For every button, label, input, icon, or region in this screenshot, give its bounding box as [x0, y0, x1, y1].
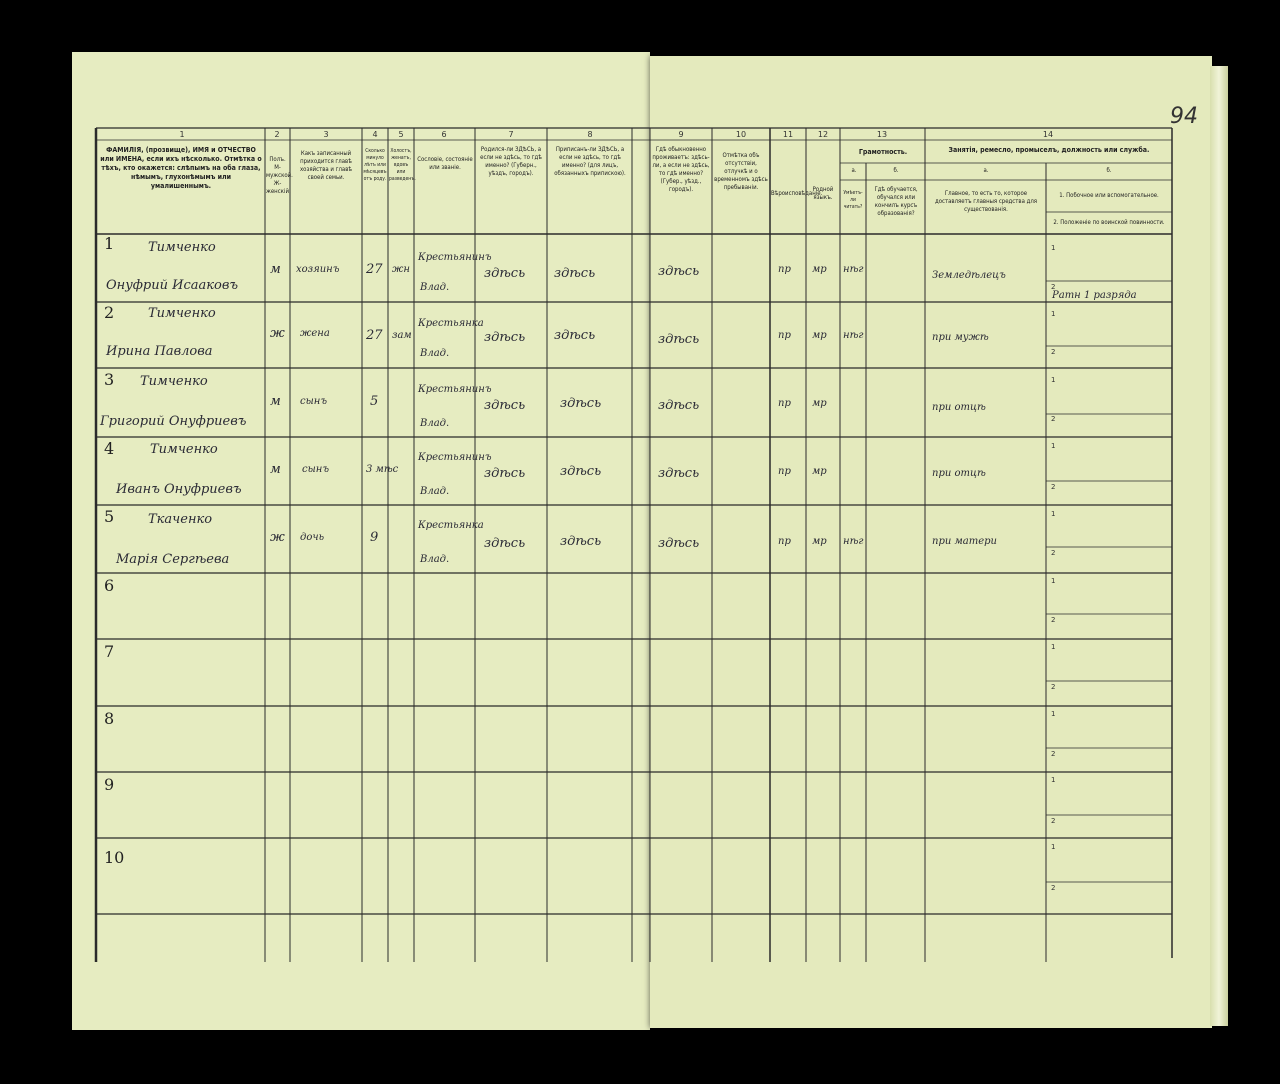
entry-birthplace: здѣсь — [484, 266, 526, 281]
entry-estate: Крестьянка — [418, 520, 484, 531]
entry-sex: м — [270, 262, 281, 277]
col-number-14: 14 — [1042, 130, 1054, 139]
entry-given-names: Ирина Павлова — [106, 344, 213, 359]
entry-birthplace: здѣсь — [484, 330, 526, 345]
sub-number: 2 — [1051, 483, 1056, 491]
header-literacy-b-label: б. — [893, 167, 899, 174]
sub-number: 2 — [1051, 750, 1056, 758]
entry-registration: здѣсь — [560, 396, 602, 411]
sub-number: 2 — [1051, 348, 1056, 356]
sub-number: 1 — [1051, 577, 1056, 585]
header-literacy-a-label: а. — [851, 167, 857, 174]
header-absence: Отмѣтка объ отсутствіи, отлучкѣ и о временномъ здѣсь пребываніи. — [714, 152, 768, 191]
sub-number: 2 — [1051, 283, 1056, 291]
sub-number: 1 — [1051, 510, 1056, 518]
entry-given-names: Марія Сергѣева — [116, 552, 230, 567]
entry-sex: м — [270, 462, 281, 477]
col-number-12: 12 — [817, 130, 829, 139]
entry-surname: Тимченко — [140, 374, 208, 389]
entry-registration: здѣсь — [560, 464, 602, 479]
entry-surname: Тимченко — [150, 442, 218, 457]
entry-estate-place: Влад. — [420, 554, 450, 565]
entry-occupation: при мужѣ — [932, 332, 989, 343]
entry-age: 27 — [366, 262, 383, 277]
header-sex: Полъ. М-мужской. Ж-женскій. — [266, 156, 293, 195]
entry-marital: зам — [392, 330, 412, 341]
entry-literate: нѣг — [843, 536, 864, 547]
entry-language: мр — [812, 264, 827, 275]
row-number-2: 2 — [104, 303, 115, 322]
row-number-4: 4 — [104, 439, 115, 458]
page-number: 94 — [1170, 104, 1198, 129]
header-literacy: Грамотность. — [858, 148, 908, 156]
sub-number: 1 — [1051, 244, 1056, 252]
entry-language: мр — [812, 398, 827, 409]
entry-estate: Крестьянка — [418, 318, 484, 329]
sub-number: 1 — [1051, 310, 1056, 318]
entry-estate: Крестьянинъ — [418, 384, 492, 395]
row-number-3: 3 — [104, 370, 115, 389]
header-occupation-b-label: б. — [1106, 167, 1112, 174]
entry-language: мр — [812, 466, 827, 477]
entry-registration: здѣсь — [554, 266, 596, 281]
sub-number: 2 — [1051, 817, 1056, 825]
row-number-8: 8 — [104, 709, 115, 728]
entry-given-names: Григорий Онуфриевъ — [100, 414, 247, 429]
sub-number: 2 — [1051, 683, 1056, 691]
header-occupation: Занятія, ремесло, промыселъ, должность или служба. — [948, 146, 1150, 154]
header-name: ФАМИЛІЯ, (прозвище), ИМЯ и ОТЧЕСТВО или ИМЕНА, если ихъ нѣсколько. Отмѣтка о тѣхъ, кто окажется: слѣпымъ на оба глаза, нѣмымъ, глухонѣмымъ или умалишеннымъ. — [100, 146, 262, 190]
col-number-4: 4 — [372, 130, 378, 139]
row-number-6: 6 — [104, 576, 115, 595]
row-number-1: 1 — [104, 234, 115, 253]
sub-number: 1 — [1051, 376, 1056, 384]
sub-number: 2 — [1051, 549, 1056, 557]
entry-residence: здѣсь — [658, 536, 700, 551]
entry-estate-place: Влад. — [420, 282, 450, 293]
entry-surname: Тимченко — [148, 306, 216, 321]
entry-language: мр — [812, 536, 827, 547]
entry-age: 5 — [370, 394, 379, 409]
header-birthplace: Родился-ли ЗДѢСЬ, а если не здѣсь, то гдѣ именно? (Губерн., уѣздъ, городъ). — [480, 146, 542, 177]
entry-faith: пр — [778, 264, 791, 275]
entry-occupation: при отцѣ — [932, 402, 986, 413]
header-military-status: 2. Положеніе по воинской повинности. — [1053, 219, 1165, 226]
header-faith: Вѣроисповѣданіе. — [771, 190, 823, 197]
header-occupation-a-label: а. — [983, 167, 989, 174]
entry-relation: сынъ — [302, 464, 329, 475]
entry-military: Ратн 1 разряда — [1052, 290, 1137, 301]
entry-given-names: Иванъ Онуфриевъ — [116, 482, 242, 497]
sub-number: 1 — [1051, 710, 1056, 718]
header-side-occupation: 1. Побочное или вспомогательное. — [1059, 192, 1159, 199]
sub-number: 2 — [1051, 415, 1056, 423]
header-language: Родной языкъ. — [812, 186, 834, 201]
entry-surname: Ткаченко — [148, 512, 213, 527]
page-edge — [1210, 66, 1228, 1026]
sub-number: 2 — [1051, 616, 1056, 624]
entry-residence: здѣсь — [658, 466, 700, 481]
entry-registration: здѣсь — [560, 534, 602, 549]
entry-literate: нѣг — [843, 330, 864, 341]
entry-birthplace: здѣсь — [484, 536, 526, 551]
entry-faith: пр — [778, 330, 791, 341]
row-number-9: 9 — [104, 775, 115, 794]
sub-number: 1 — [1051, 643, 1056, 651]
col-number-6: 6 — [441, 130, 447, 139]
col-number-1: 1 — [179, 130, 185, 139]
entry-registration: здѣсь — [554, 328, 596, 343]
entry-occupation: при матери — [932, 536, 997, 547]
row-number-5: 5 — [104, 507, 115, 526]
col-number-9: 9 — [678, 130, 684, 139]
entry-residence: здѣсь — [658, 398, 700, 413]
col-number-7: 7 — [508, 130, 514, 139]
entry-literate: нѣг — [843, 264, 864, 275]
sub-number: 2 — [1051, 884, 1056, 892]
entry-sex: ж — [270, 530, 285, 545]
entry-faith: пр — [778, 466, 791, 477]
header-main-occupation: Главное, то есть то, которое доставляетъ главныя средства для существованія. — [934, 190, 1038, 213]
header-estate: Сословіе, состояніе или званіе. — [417, 156, 473, 171]
entry-estate-place: Влад. — [420, 486, 450, 497]
header-marital: Холостъ, женатъ, вдовъ или разведенъ. — [389, 148, 416, 182]
entry-marital: жн — [392, 264, 410, 275]
entry-age: 3 мѣс — [366, 464, 399, 475]
entry-birthplace: здѣсь — [484, 466, 526, 481]
col-number-8: 8 — [587, 130, 593, 139]
header-can-read: Умѣетъ-ли читать? — [843, 190, 863, 210]
col-number-13: 13 — [876, 130, 888, 139]
entry-language: мр — [812, 330, 827, 341]
entry-estate: Крестьянинъ — [418, 252, 492, 263]
col-number-2: 2 — [274, 130, 280, 139]
header-residence: Гдѣ обыкновенно проживаетъ: здѣсь-ли, а если не здѣсь, то гдѣ именно? (Губер., уѣзд., городъ). — [652, 146, 710, 193]
col-number-3: 3 — [323, 130, 329, 139]
header-education: Гдѣ обучается, обучался или кончилъ курсъ образованія? — [874, 186, 918, 217]
header-relation: Какъ записанный приходится главѣ хозяйства и главѣ своей семьи. — [299, 150, 353, 181]
row-number-7: 7 — [104, 642, 115, 661]
entry-faith: пр — [778, 536, 791, 547]
entry-faith: пр — [778, 398, 791, 409]
header-registration: Приписанъ-ли ЗДѢСЬ, а если не здѣсь, то гдѣ именно? (для лицъ, обязанныхъ припискою). — [554, 146, 626, 177]
entry-sex: ж — [270, 326, 285, 341]
entry-relation: сынъ — [300, 396, 327, 407]
entry-occupation: при отцѣ — [932, 468, 986, 479]
entry-relation: дочь — [300, 532, 325, 543]
entry-sex: м — [270, 394, 281, 409]
entry-relation: жена — [300, 328, 330, 339]
entry-estate-place: Влад. — [420, 418, 450, 429]
entry-age: 27 — [366, 328, 383, 343]
col-number-10: 10 — [735, 130, 747, 139]
entry-estate: Крестьянинъ — [418, 452, 492, 463]
entry-estate-place: Влад. — [420, 348, 450, 359]
entry-given-names: Онуфрий Исааковъ — [106, 278, 239, 293]
row-number-10: 10 — [104, 848, 125, 867]
sub-number: 1 — [1051, 843, 1056, 851]
entry-surname: Тимченко — [148, 240, 216, 255]
sub-number: 1 — [1051, 776, 1056, 784]
header-age: Сколько минуло лѣтъ или мѣсяцевъ отъ роду. — [363, 148, 387, 182]
sub-number: 1 — [1051, 442, 1056, 450]
col-number-5: 5 — [398, 130, 404, 139]
entry-relation: хозяинъ — [296, 264, 340, 275]
entry-residence: здѣсь — [658, 332, 700, 347]
entry-birthplace: здѣсь — [484, 398, 526, 413]
entry-age: 9 — [370, 530, 379, 545]
entry-occupation: Земледѣлецъ — [932, 270, 1006, 281]
entry-residence: здѣсь — [658, 264, 700, 279]
col-number-11: 11 — [782, 130, 794, 139]
